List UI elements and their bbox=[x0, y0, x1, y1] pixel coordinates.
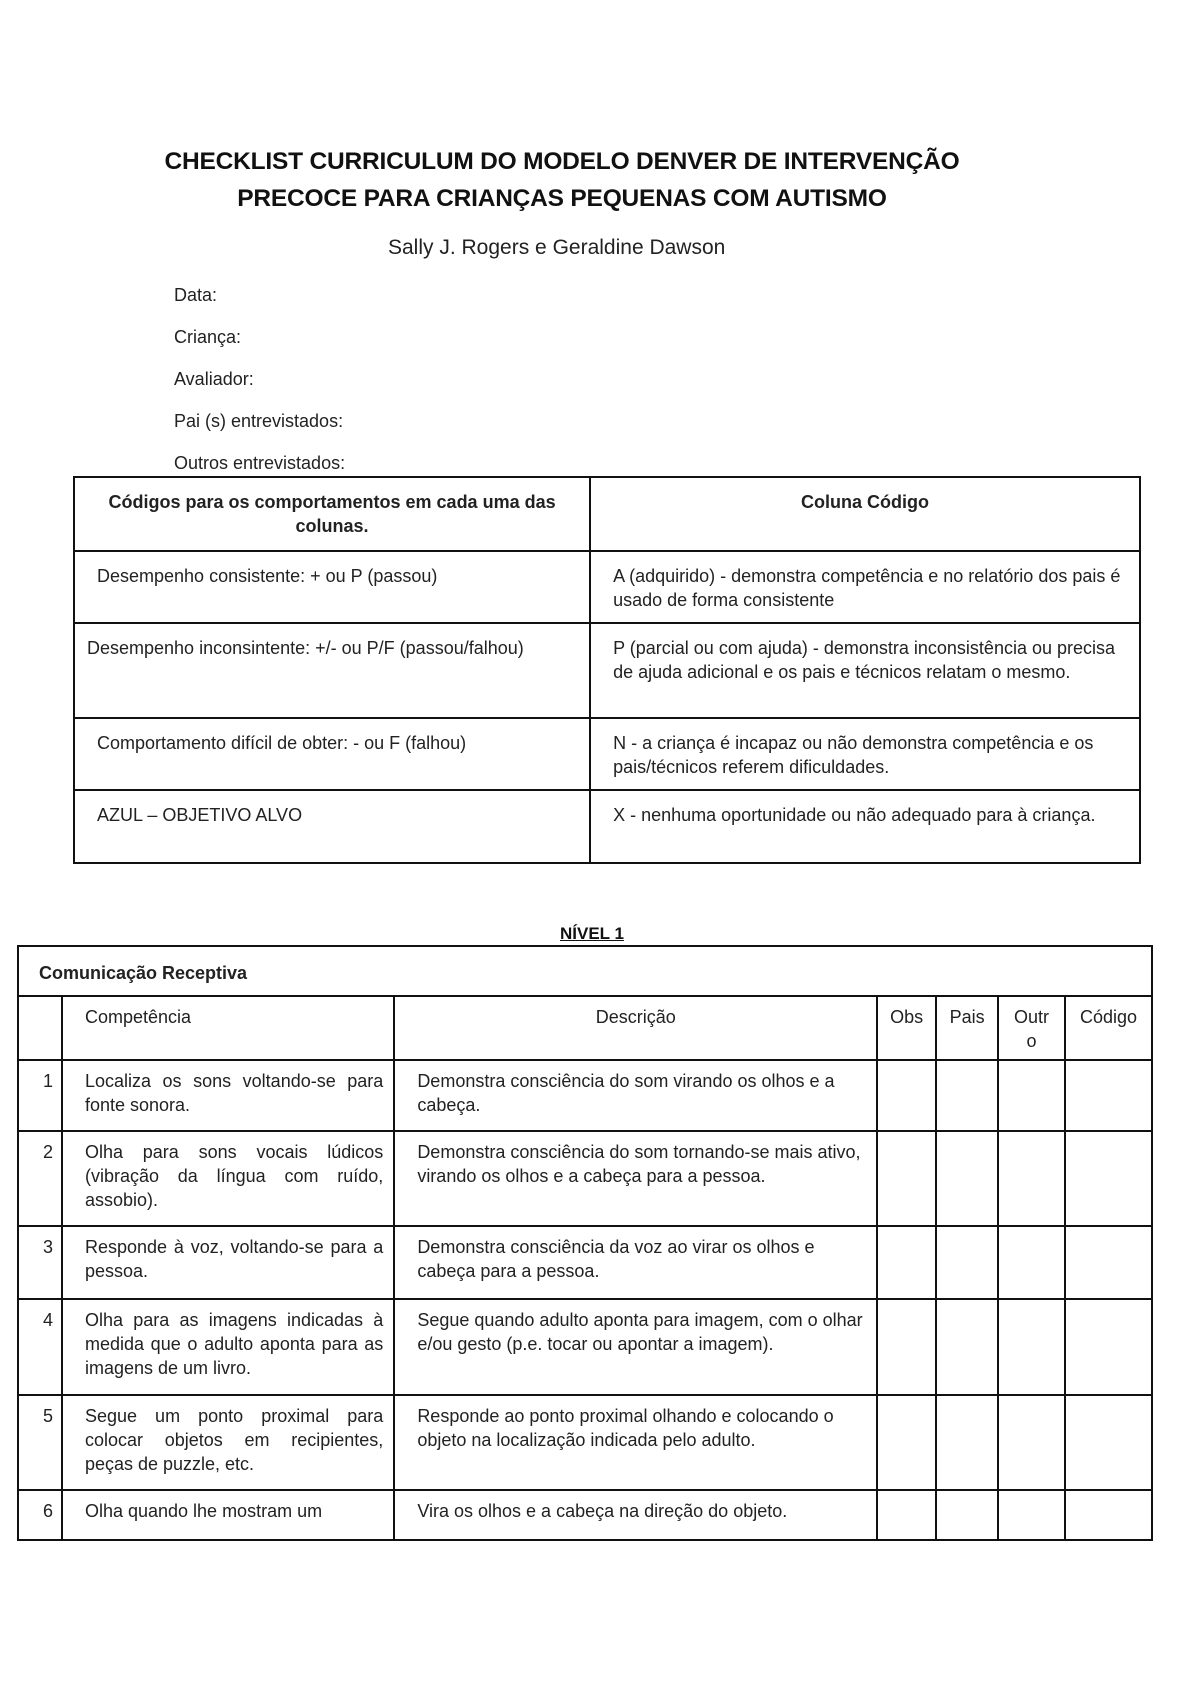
header-competencia: Competência bbox=[62, 996, 394, 1060]
row-descricao: Vira os olhos e a cabeça na direção do objeto. bbox=[394, 1490, 877, 1540]
row-number: 6 bbox=[18, 1490, 62, 1540]
codes-row-left: Desempenho inconsintente: +/- ou P/F (passou/falhou) bbox=[74, 623, 590, 718]
codes-row-left: Desempenho consistente: + ou P (passou) bbox=[74, 551, 590, 623]
row-number: 2 bbox=[18, 1131, 62, 1226]
header-number bbox=[18, 996, 62, 1060]
row-number: 4 bbox=[18, 1299, 62, 1395]
codes-header-right: Coluna Código bbox=[590, 477, 1140, 551]
table-row bbox=[18, 1060, 1152, 1131]
cell-pais[interactable] bbox=[936, 1299, 998, 1395]
cell-codigo[interactable] bbox=[1065, 1131, 1152, 1226]
table-row bbox=[18, 1490, 1152, 1540]
cell-obs[interactable] bbox=[877, 1226, 936, 1299]
cell-pais[interactable] bbox=[936, 1060, 998, 1131]
cell-obs[interactable] bbox=[877, 1490, 936, 1540]
table-row bbox=[18, 1226, 1152, 1299]
document-title bbox=[0, 143, 1200, 217]
cell-pais[interactable] bbox=[936, 1490, 998, 1540]
row-descricao: Demonstra consciência da voz ao virar os olhos e cabeça para a pessoa. bbox=[394, 1226, 877, 1299]
field-pais: Pai (s) entrevistados: bbox=[174, 411, 344, 431]
row-competencia: Olha quando lhe mostram um bbox=[62, 1490, 394, 1540]
cell-outro[interactable] bbox=[998, 1226, 1065, 1299]
table-row bbox=[18, 1299, 1152, 1395]
cell-outro[interactable] bbox=[998, 1131, 1065, 1226]
row-number: 1 bbox=[18, 1060, 62, 1131]
cell-obs[interactable] bbox=[877, 1395, 936, 1490]
row-descricao: Demonstra consciência do som tornando-se mais ativo, virando os olhos e a cabeça para a pessoa. bbox=[394, 1131, 877, 1226]
cell-outro[interactable] bbox=[998, 1060, 1065, 1131]
field-outros: Outros entrevistados: bbox=[174, 453, 346, 473]
cell-pais[interactable] bbox=[936, 1395, 998, 1490]
authors: Sally J. Rogers e Geraldine Dawson bbox=[388, 236, 726, 259]
row-number: 3 bbox=[18, 1226, 62, 1299]
cell-outro[interactable] bbox=[998, 1490, 1065, 1540]
codes-header-left: Códigos para os comportamentos em cada uma das colunas. bbox=[74, 477, 590, 551]
field-avaliador: Avaliador: bbox=[174, 369, 254, 389]
header-codigo: Código bbox=[1065, 996, 1152, 1060]
cell-codigo[interactable] bbox=[1065, 1395, 1152, 1490]
row-competencia: Responde à voz, voltando-se para a pessoa. bbox=[62, 1226, 394, 1299]
section-title: Comunicação Receptiva bbox=[18, 946, 1152, 996]
header-descricao: Descrição bbox=[394, 996, 877, 1060]
title-line-1: CHECKLIST CURRICULUM DO MODELO DENVER DE INTERVENÇÃO bbox=[164, 148, 960, 175]
level-title: NÍVEL 1 bbox=[560, 924, 624, 943]
row-descricao: Demonstra consciência do som virando os olhos e a cabeça. bbox=[394, 1060, 877, 1131]
cell-outro[interactable] bbox=[998, 1395, 1065, 1490]
cell-codigo[interactable] bbox=[1065, 1226, 1152, 1299]
cell-codigo[interactable] bbox=[1065, 1299, 1152, 1395]
cell-codigo[interactable] bbox=[1065, 1490, 1152, 1540]
row-competencia: Segue um ponto proximal para colocar objetos em recipientes, peças de puzzle, etc. bbox=[62, 1395, 394, 1490]
field-data: Data: bbox=[174, 285, 218, 305]
title-line-2: PRECOCE PARA CRIANÇAS PEQUENAS COM AUTISMO bbox=[237, 185, 887, 212]
codes-row-left: Comportamento difícil de obter: - ou F (falhou) bbox=[74, 718, 590, 790]
codes-row-right: N - a criança é incapaz ou não demonstra competência e os pais/técnicos referem dificuldades. bbox=[590, 718, 1140, 790]
row-descricao: Segue quando adulto aponta para imagem, com o olhar e/ou gesto (p.e. tocar ou apontar a imagem). bbox=[394, 1299, 877, 1395]
cell-pais[interactable] bbox=[936, 1226, 998, 1299]
codes-row-right: X - nenhuma oportunidade ou não adequado para à criança. bbox=[590, 790, 1140, 863]
cell-pais[interactable] bbox=[936, 1131, 998, 1226]
cell-outro[interactable] bbox=[998, 1299, 1065, 1395]
codes-row-right: P (parcial ou com ajuda) - demonstra inconsistência ou precisa de ajuda adicional e os pais e técnicos relatam o mesmo. bbox=[590, 623, 1140, 718]
table-row bbox=[18, 1131, 1152, 1226]
header-pais: Pais bbox=[936, 996, 998, 1060]
cell-obs[interactable] bbox=[877, 1131, 936, 1226]
codes-table bbox=[73, 476, 1141, 864]
codes-row-right: A (adquirido) - demonstra competência e no relatório dos pais é usado de forma consistente bbox=[590, 551, 1140, 623]
cell-obs[interactable] bbox=[877, 1060, 936, 1131]
row-descricao: Responde ao ponto proximal olhando e colocando o objeto na localização indicada pelo adulto. bbox=[394, 1395, 877, 1490]
field-crianca: Criança: bbox=[174, 327, 242, 347]
header-obs: Obs bbox=[877, 996, 936, 1060]
table-row bbox=[18, 1395, 1152, 1490]
cell-obs[interactable] bbox=[877, 1299, 936, 1395]
cell-codigo[interactable] bbox=[1065, 1060, 1152, 1131]
row-competencia: Localiza os sons voltando-se para fonte sonora. bbox=[62, 1060, 394, 1131]
row-competencia: Olha para sons vocais lúdicos (vibração da língua com ruído, assobio). bbox=[62, 1131, 394, 1226]
header-outro: Outro bbox=[998, 996, 1065, 1060]
row-number: 5 bbox=[18, 1395, 62, 1490]
level-1-table bbox=[17, 945, 1153, 1541]
row-competencia: Olha para as imagens indicadas à medida que o adulto aponta para as imagens de um livro. bbox=[62, 1299, 394, 1395]
codes-row-left: AZUL – OBJETIVO ALVO bbox=[74, 790, 590, 863]
